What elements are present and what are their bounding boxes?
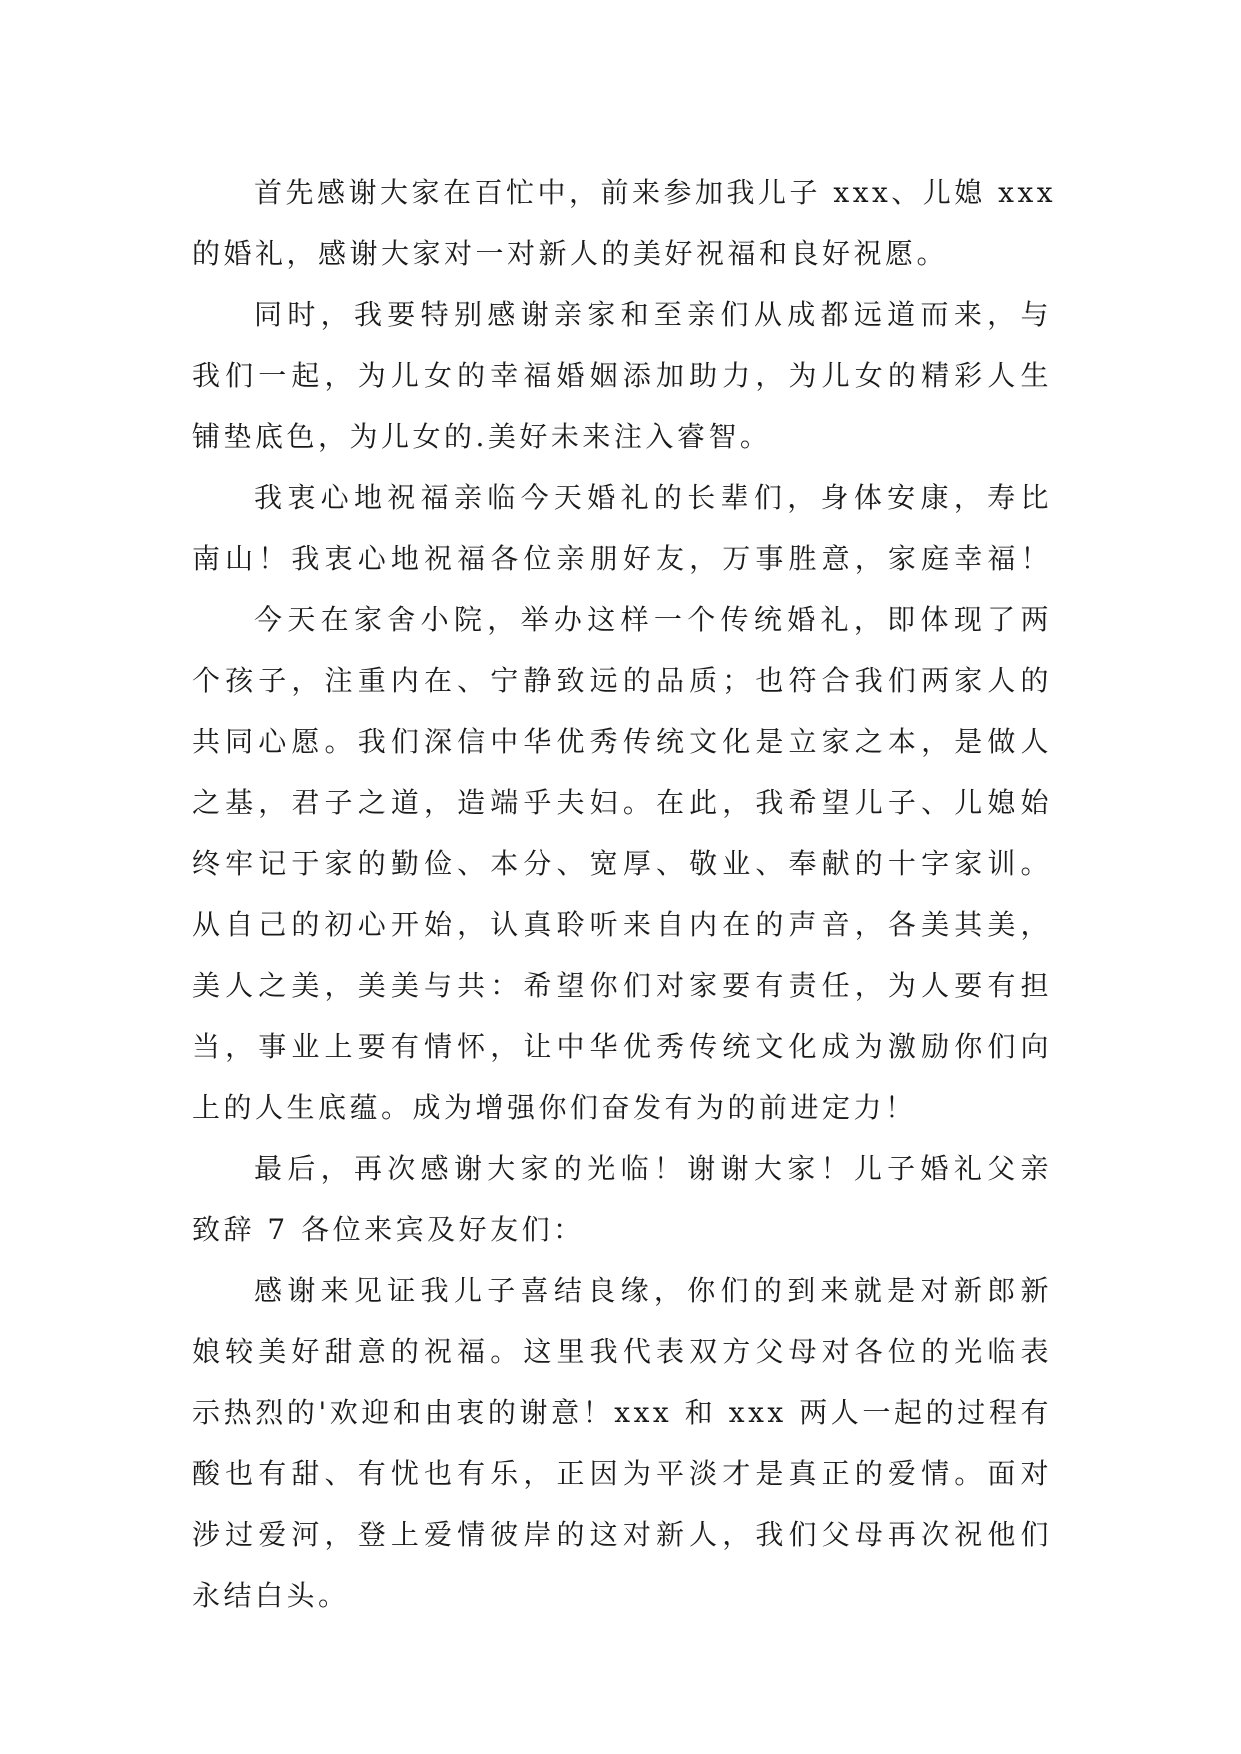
text-line: 感谢来见证我儿子喜结良缘，你们的到来就是对新郎新 bbox=[254, 1274, 1052, 1307]
text-line: 铺垫底色，为儿女的.美好未来注入睿智。 bbox=[192, 420, 772, 453]
text-line: 共同心愿。我们深信中华优秀传统文化是立家之本，是做人 bbox=[192, 725, 1052, 758]
text-line: 我们一起，为儿女的幸福婚姻添加助力，为儿女的精彩人生 bbox=[192, 359, 1052, 392]
text-line: 娘较美好甜意的祝福。这里我代表双方父母对各位的光临表 bbox=[192, 1335, 1052, 1368]
text-line: 之基，君子之道，造端乎夫妇。在此，我希望儿子、儿媳始 bbox=[192, 786, 1052, 819]
text-line: 示热烈的'欢迎和由衷的谢意！xxx 和 xxx 两人一起的过程有 bbox=[192, 1396, 1052, 1429]
text-line: 终牢记于家的勤俭、本分、宽厚、敬业、奉献的十字家训。 bbox=[192, 847, 1052, 880]
text-line: 美人之美，美美与共：希望你们对家要有责任，为人要有担 bbox=[192, 969, 1052, 1002]
text-line: 我衷心地祝福亲临今天婚礼的长辈们，身体安康，寿比 bbox=[254, 481, 1052, 514]
text-line: 今天在家舍小院，举办这样一个传统婚礼，即体现了两 bbox=[254, 603, 1052, 636]
text-line: 个孩子，注重内在、宁静致远的品质；也符合我们两家人的 bbox=[192, 664, 1052, 697]
text-line: 当，事业上要有情怀，让中华优秀传统文化成为激励你们向 bbox=[192, 1030, 1052, 1063]
text-line: 上的人生底蕴。成为增强你们奋发有为的前进定力！ bbox=[192, 1091, 917, 1124]
text-line: 最后，再次感谢大家的光临！谢谢大家！儿子婚礼父亲 bbox=[254, 1152, 1052, 1185]
text-line: 首先感谢大家在百忙中，前来参加我儿子 xxx、儿媳 xxx bbox=[254, 176, 1057, 209]
text-line: 致辞 7 各位来宾及好友们： bbox=[192, 1213, 585, 1246]
speech-body bbox=[192, 162, 1057, 1626]
text-line: 涉过爱河，登上爱情彼岸的这对新人，我们父母再次祝他们 bbox=[192, 1518, 1052, 1551]
text-line: 的婚礼，感谢大家对一对新人的美好祝福和良好祝愿。 bbox=[192, 237, 949, 270]
text-line: 永结白头。 bbox=[192, 1579, 350, 1612]
text-line: 南山！我衷心地祝福各位亲朋好友，万事胜意，家庭幸福！ bbox=[192, 542, 1052, 575]
text-line: 从自己的初心开始，认真聆听来自内在的声音，各美其美， bbox=[192, 908, 1052, 941]
text-line: 同时，我要特别感谢亲家和至亲们从成都远道而来，与 bbox=[254, 298, 1052, 331]
text-line: 酸也有甜、有忧也有乐，正因为平淡才是真正的爱情。面对 bbox=[192, 1457, 1052, 1490]
